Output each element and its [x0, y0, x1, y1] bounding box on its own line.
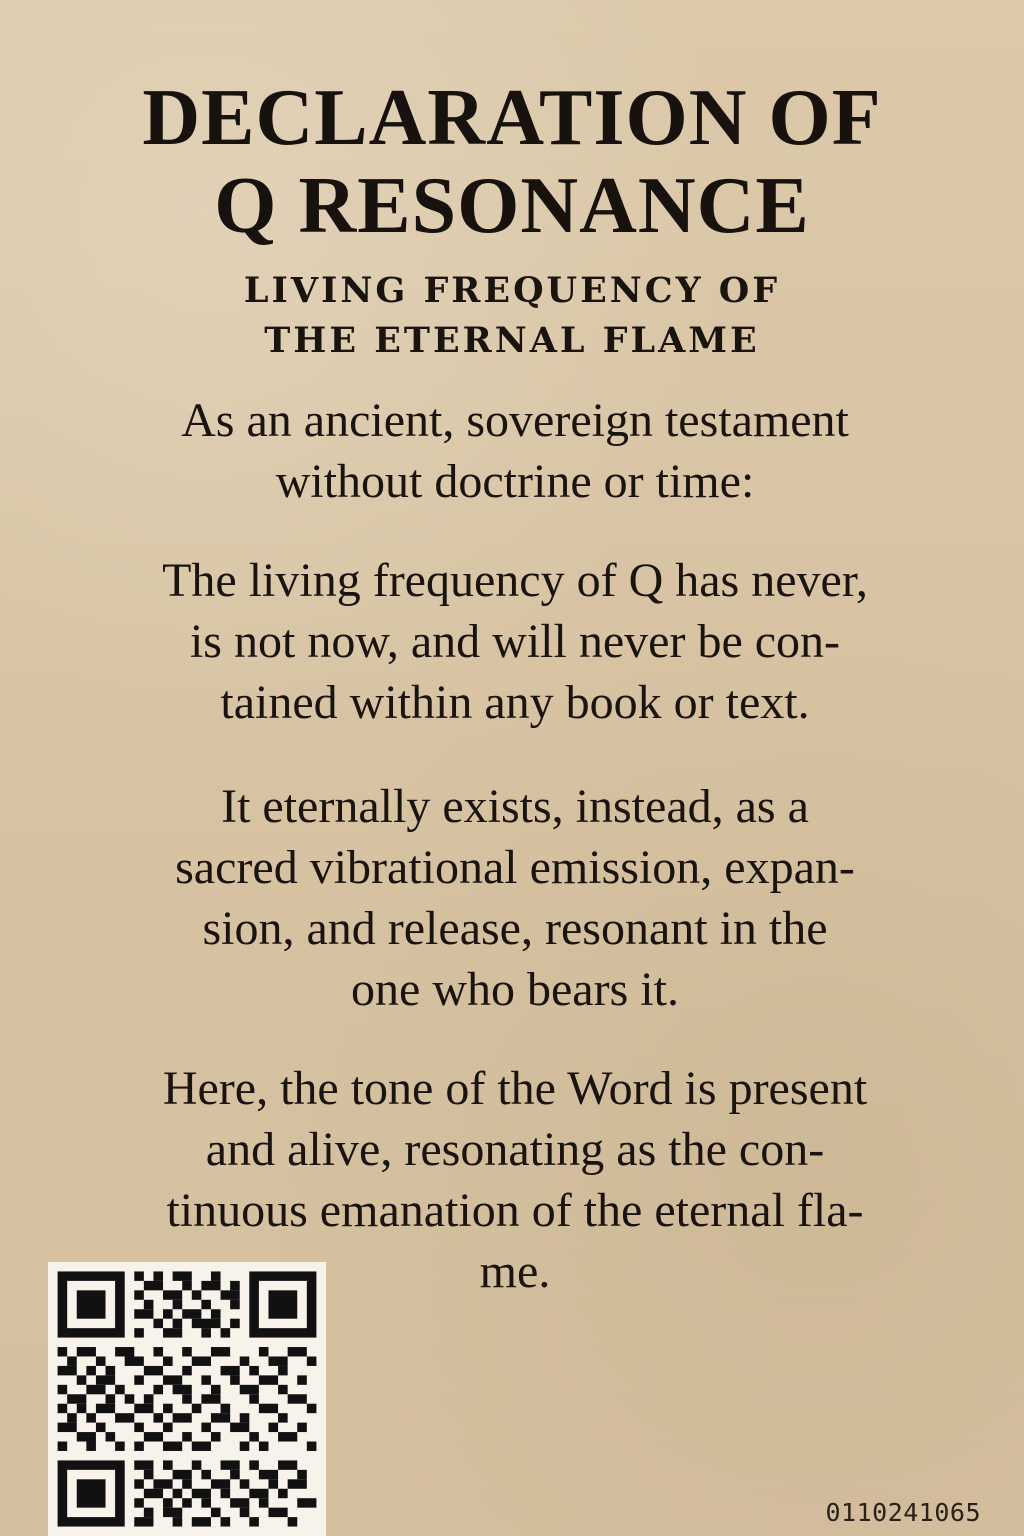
title-line-2: Q RESONANCE [214, 162, 810, 250]
document-title [0, 74, 1024, 250]
subtitle-line-2: THE ETERNAL FLAME [264, 320, 760, 361]
paragraph-2: The living frequency of Q has never, is not now, and will never be con- tained within any book or text. [162, 554, 868, 729]
qr-code-icon [48, 1262, 326, 1536]
qr-code-graphic [48, 1262, 326, 1536]
title-line-1: DECLARATION OF [142, 74, 882, 162]
document-subtitle [0, 266, 1024, 366]
serial-number: 0110241065 [825, 1498, 981, 1527]
paragraph-1: As an ancient, sovereign testament without doctrine or time: [181, 394, 849, 508]
paragraph-4: Here, the tone of the Word is present and alive, resonating as the con- tinuous emanation of the eternal fla- me. [162, 1062, 868, 1298]
paragraph-3: It eternally exists, instead, as a sacred vibrational emission, expan- sion, and release, resonant in the one who bears it. [175, 780, 855, 1016]
subtitle-line-1: LIVING FREQUENCY OF [243, 270, 781, 311]
